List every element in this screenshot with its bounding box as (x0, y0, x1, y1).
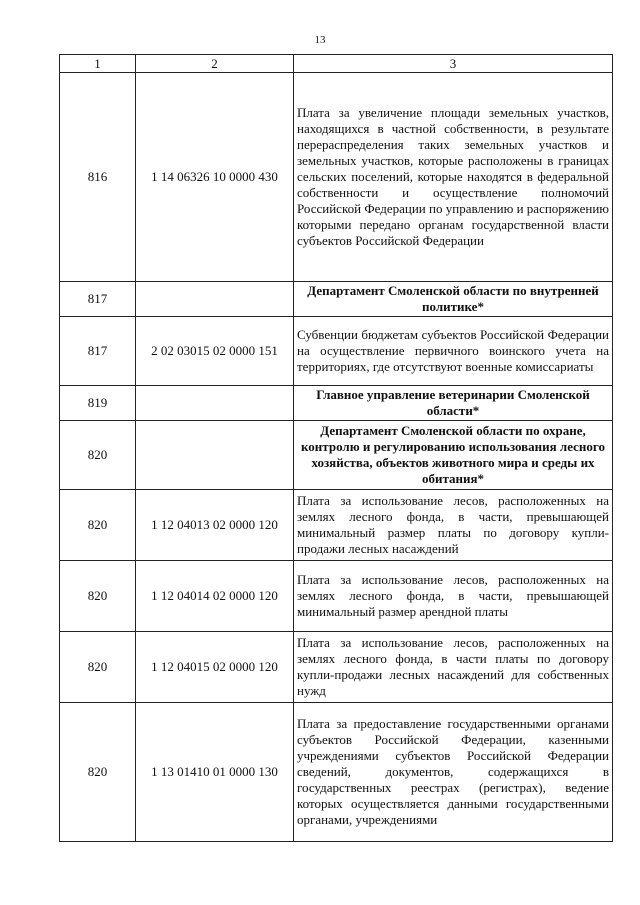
page-number: 13 (314, 34, 326, 46)
department-heading: Департамент Смоленской области по охране, контролю и регулированию использования лесного хозяйства, объектов животного мира и среды их обитания* (294, 421, 613, 490)
table-row (60, 386, 613, 421)
row-number: 820 (60, 632, 136, 703)
column-header-2: 2 (136, 55, 294, 73)
table-header-row (60, 55, 613, 73)
budget-code: 1 12 04014 02 0000 120 (136, 561, 294, 632)
table-row (60, 282, 613, 317)
revenue-codes-table (59, 54, 613, 842)
row-description: Плата за предоставление государственными органами субъектов Российской Федерации, казенными учреждениями субъектов Российской Федерации сведений, документов, содержащихся в государственных реестрах (регистрах), ведение которых осуществляется данными государственными органами, учреждениями (294, 703, 613, 842)
budget-code: 1 12 04015 02 0000 120 (136, 632, 294, 703)
row-number: 819 (60, 386, 136, 421)
row-description: Плата за использование лесов, расположенных на землях лесного фонда, в части, превышающей минимальный размер платы по договору купли-продажи лесных насаждений (294, 490, 613, 561)
row-number: 820 (60, 703, 136, 842)
table-row (60, 703, 613, 842)
row-number: 817 (60, 282, 136, 317)
department-heading: Главное управление ветеринарии Смоленской области* (294, 386, 613, 421)
row-number: 820 (60, 561, 136, 632)
table-row (60, 490, 613, 561)
table-row (60, 632, 613, 703)
row-number: 820 (60, 421, 136, 490)
budget-code: 1 13 01410 01 0000 130 (136, 703, 294, 842)
row-number: 820 (60, 490, 136, 561)
budget-code: 1 14 06326 10 0000 430 (136, 73, 294, 282)
budget-code (136, 282, 294, 317)
table-row (60, 317, 613, 386)
budget-code (136, 421, 294, 490)
column-header-1: 1 (60, 55, 136, 73)
table-row (60, 73, 613, 282)
row-description: Субвенции бюджетам субъектов Российской Федерации на осуществление первичного воинского учета на территориях, где отсутствуют военные комиссариаты (294, 317, 613, 386)
row-number: 816 (60, 73, 136, 282)
table-row (60, 421, 613, 490)
budget-code: 1 12 04013 02 0000 120 (136, 490, 294, 561)
column-header-3: 3 (294, 55, 613, 73)
row-number: 817 (60, 317, 136, 386)
department-heading: Департамент Смоленской области по внутренней политике* (294, 282, 613, 317)
row-description: Плата за увеличение площади земельных участков, находящихся в частной собственности, в результате перераспределения таких земельных участков и земельных участков, которые расположены в границах сельских поселений, которые находятся в федеральной собственности и осуществление полномочий Российской Федерации по управлению и распоряжению которыми передано органам государственной власти субъектов Российской Федерации (294, 73, 613, 282)
table-row (60, 561, 613, 632)
budget-code: 2 02 03015 02 0000 151 (136, 317, 294, 386)
row-description: Плата за использование лесов, расположенных на землях лесного фонда, в части, превышающей минимальный размер арендной платы (294, 561, 613, 632)
row-description: Плата за использование лесов, расположенных на землях лесного фонда, в части платы по договору купли-продажи лесных насаждений для собственных нужд (294, 632, 613, 703)
budget-code (136, 386, 294, 421)
